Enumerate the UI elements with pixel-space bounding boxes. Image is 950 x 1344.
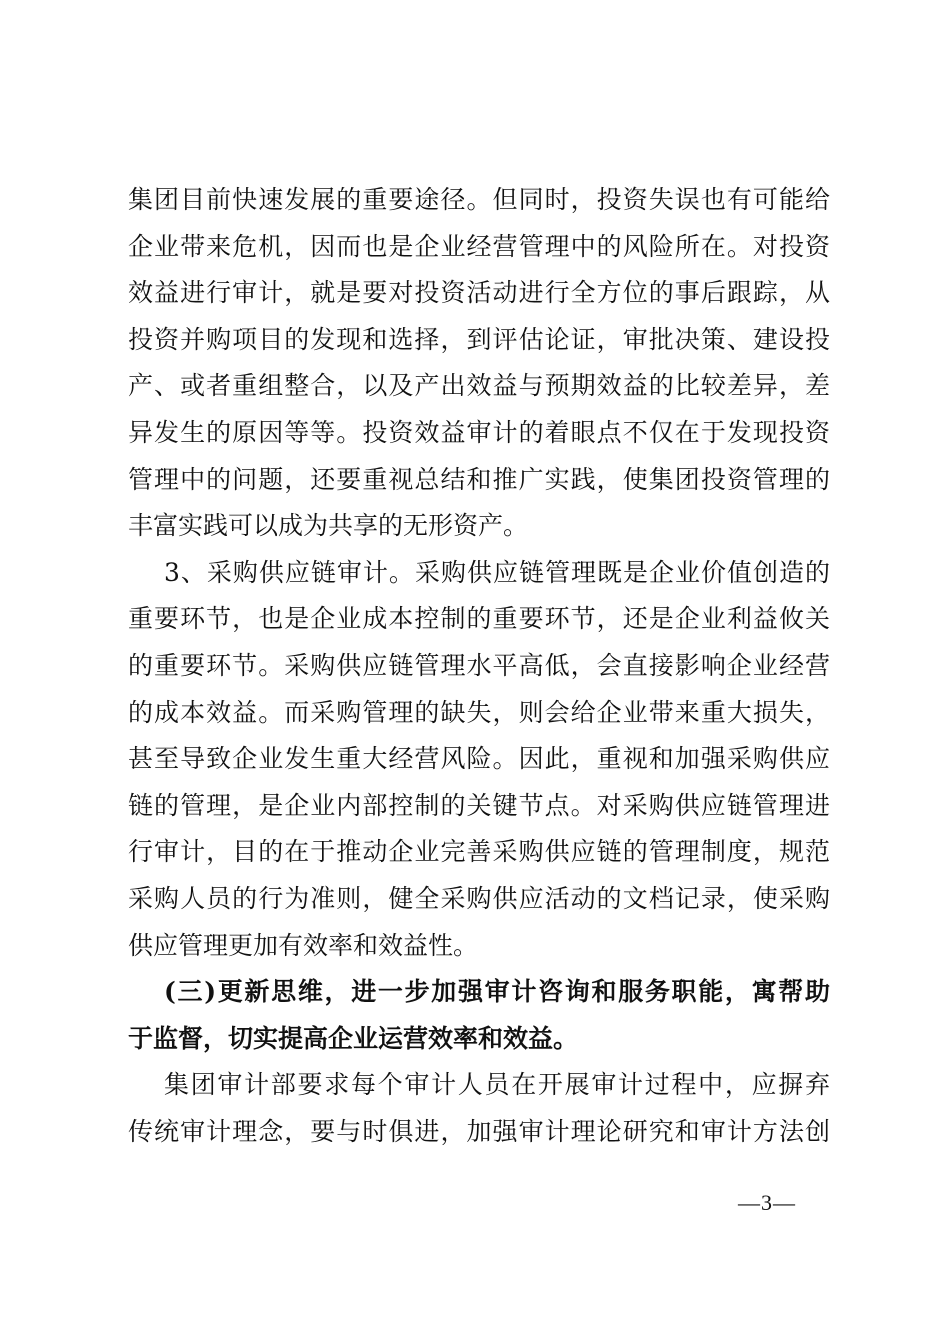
text-line: 异发生的原因等等。投资效益审计的着眼点不仅在于发现投资 [128, 417, 830, 447]
text-line: 集团审计部要求每个审计人员在开展审计过程中，应摒弃 [164, 1070, 830, 1100]
paragraph-procurement-audit [128, 550, 830, 969]
text-line: 供应管理更加有效率和效益性。 [128, 930, 479, 960]
text-line: 链的管理，是企业内部控制的关键节点。对采购供应链管理进 [128, 790, 830, 820]
text-line: 效益进行审计，就是要对投资活动进行全方位的事后跟踪，从 [128, 278, 830, 308]
text-line: 传统审计理念，要与时俱进，加强审计理论研究和审计方法创 [128, 1116, 830, 1146]
text-line: 重要环节，也是企业成本控制的重要环节，还是企业利益攸关 [128, 604, 830, 634]
text-line: 的重要环节。采购供应链管理水平高低，会直接影响企业经营 [128, 650, 830, 680]
document-body [128, 177, 830, 1155]
text-line: 甚至导致企业发生重大经营风险。因此，重视和加强采购供应 [128, 744, 830, 774]
heading-line: (三)更新思维，进一步加强审计咨询和服务职能，寓帮助 [164, 977, 830, 1007]
text-line: 丰富实践可以成为共享的无形资产。 [128, 511, 529, 541]
text-line: 的成本效益。而采购管理的缺失，则会给企业带来重大损失， [128, 697, 830, 727]
text-line: 采购人员的行为准则，健全采购供应活动的文档记录，使采购 [128, 883, 830, 913]
paragraph-investment-audit [128, 177, 830, 550]
page-number: —3— [738, 1190, 796, 1215]
text-line: 管理中的问题，还要重视总结和推广实践，使集团投资管理的 [128, 464, 830, 494]
text-line: 3、采购供应链审计。采购供应链管理既是企业价值创造的 [164, 557, 830, 587]
text-line: 产、或者重组整合，以及产出效益与预期效益的比较差异，差 [128, 371, 830, 401]
section-heading [128, 969, 830, 1062]
text-line: 集团目前快速发展的重要途径。但同时，投资失误也有可能给 [128, 185, 830, 214]
text-line: 企业带来危机，因而也是企业经营管理中的风险所在。对投资 [128, 231, 830, 261]
text-line: 投资并购项目的发现和选择，到评估论证，审批决策、建设投 [128, 324, 830, 354]
heading-line: 于监督，切实提高企业运营效率和效益。 [128, 1023, 579, 1053]
paragraph-audit-requirements [128, 1062, 830, 1155]
text-line: 行审计，目的在于推动企业完善采购供应链的管理制度，规范 [128, 837, 830, 867]
